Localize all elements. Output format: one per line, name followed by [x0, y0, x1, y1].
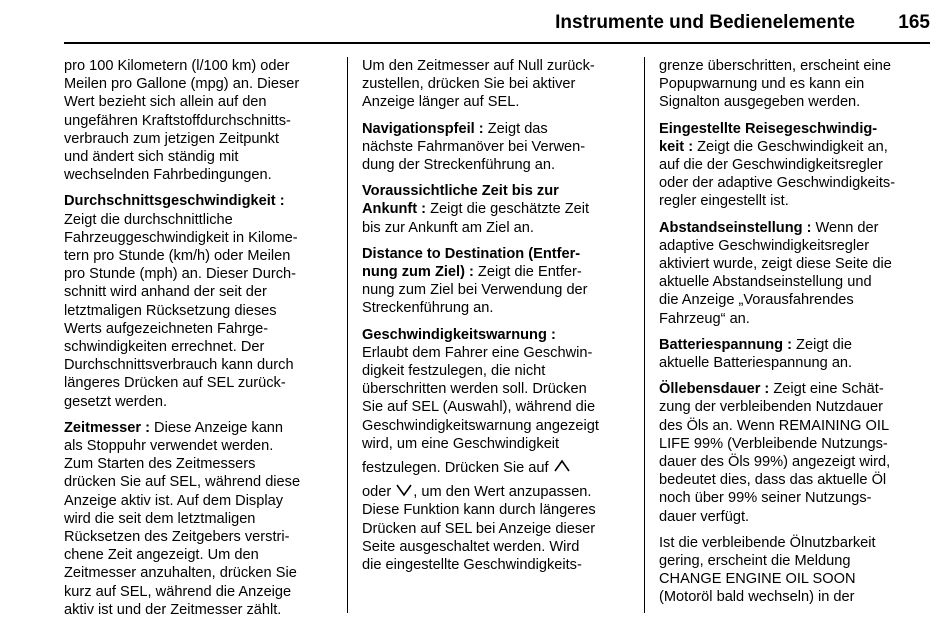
- paragraph: [659, 57, 931, 112]
- text-line: Erlaubt dem Fahrer eine Geschwin-: [362, 344, 593, 361]
- column-divider: [644, 57, 645, 613]
- text-line: auf die der Geschwindigkeitsregler: [659, 157, 883, 174]
- text-line: Seite ausgeschaltet werden. Wird: [362, 538, 580, 555]
- text-line: schnitt wird anhand der seit der: [64, 284, 267, 301]
- text-line: Fahrzeug“ an.: [659, 310, 750, 327]
- term-heading: Durchschnittsgeschwindigkeit :: [64, 193, 285, 210]
- text-line: Zum Starten des Zeitmessers: [64, 456, 256, 473]
- paragraph: Geschwindigkeitswarnung : Erlaubt dem Fahrer eine Geschwin- digkeit festzulegen, die nicht überschritten werden soll. Drücken Sie auf SEL (Auswahl), während die Geschwindigkeitswarnung angezeigt wird, um eine Geschwindigkeit festzulegen. Drücken Sie auf oder , um den Wert anzupassen. Diese Funktion kann durch längeres Drücken auf SEL bei Anzeige dieser Seite ausgeschaltet werden. Wird die eingestellte Geschwindigkeits-: [362, 326, 634, 575]
- page-header: [0, 10, 930, 40]
- paragraph: [64, 57, 336, 184]
- text-line: zustellen, drücken Sie bei aktiver: [362, 76, 576, 93]
- term-heading: Abstandseinstellung :: [659, 219, 812, 236]
- text-column-1: [64, 57, 336, 627]
- text-line: chene Zeit angezeigt. Um den: [64, 547, 259, 564]
- text-line: CHANGE ENGINE OIL SOON: [659, 571, 856, 588]
- paragraph: [659, 534, 931, 607]
- text-line: Diese Funktion kann durch längeres: [362, 502, 596, 519]
- text-line: Wert bezieht sich allein auf den: [64, 94, 267, 111]
- text-line: grenze überschritten, erscheint eine: [659, 58, 892, 74]
- term-heading: Voraussichtliche Zeit bis zur: [362, 183, 559, 200]
- text-line: Zeitmesser anzuhalten, drücken Sie: [64, 565, 297, 582]
- text-column-2: [362, 57, 634, 582]
- text-line: kurz auf SEL, während die Anzeige: [64, 583, 292, 600]
- text-line: aktuelle Abstandseinstellung und: [659, 274, 872, 291]
- text-line: Geschwindigkeitswarnung angezeigt: [362, 417, 599, 434]
- term-heading: Öllebensdauer :: [659, 381, 770, 398]
- text-line: nächste Fahrmanöver bei Verwen-: [362, 138, 586, 155]
- text-line: Anzeige länger auf SEL.: [362, 94, 520, 111]
- text-line: letztmaligen Rücksetzung dieses: [64, 302, 277, 319]
- text-line: überschritten werden soll. Drücken: [362, 381, 587, 398]
- paragraph: Eingestellte Reisegeschwindig- keit : Zeigt die Geschwindigkeit an, auf die der Geschwindigkeitsregler oder der adaptive Geschwindigkeits- regler eingestellt ist.: [659, 120, 931, 211]
- term-heading: Navigationspfeil :: [362, 120, 484, 137]
- text-line: die eingestellte Geschwindigkeits-: [362, 557, 582, 574]
- term-heading: Distance to Destination (Entfer-: [362, 245, 581, 262]
- page-number: 165: [898, 12, 930, 33]
- text-column-3: [659, 57, 931, 615]
- column-divider: [347, 57, 348, 613]
- text-line: und ändert sich ständig mit: [64, 149, 239, 166]
- page-title: Instrumente und Bedienelemente: [555, 12, 855, 33]
- text-line: aktiviert wurde, zeigt diese Seite die: [659, 256, 892, 273]
- header-rule: [64, 42, 930, 44]
- term-heading: Ankunft :: [362, 201, 427, 218]
- text-line: dung der Streckenführung an.: [362, 157, 556, 174]
- term-heading: Eingestellte Reisegeschwindig-: [659, 120, 878, 137]
- text-line: nung zum Ziel bei Verwendung der: [362, 282, 588, 299]
- text-line: des Öls an. Wenn REMAINING OIL: [659, 417, 890, 434]
- paragraph: Navigationspfeil : Zeigt das nächste Fahrmanöver bei Verwen- dung der Streckenführung an.: [362, 120, 634, 175]
- paragraph: Distance to Destination (Entfer- nung zum Ziel) : Zeigt die Entfer- nung zum Ziel bei Verwendung der Streckenführung an.: [362, 245, 634, 318]
- text-line: Drücken auf SEL bei Anzeige dieser: [362, 520, 596, 537]
- term-heading: keit :: [659, 138, 694, 155]
- text-line: Meilen pro Gallone (mpg) an. Dieser: [64, 76, 300, 93]
- paragraph: Abstandseinstellung : Wenn der adaptive Geschwindigkeitsregler aktiviert wurde, zeigt diese Seite die aktuelle Abstandseinstellung und die Anzeige „Vorausfahrendes Fahrzeug“ an.: [659, 219, 931, 328]
- chevron-down-icon: [395, 483, 413, 497]
- text-line: Rücksetzen des Zeitgebers verstri-: [64, 529, 290, 546]
- text-line: Anzeige aktiv ist. Auf dem Display: [64, 492, 284, 509]
- text-line: Popupwarnung und es kann ein: [659, 76, 865, 93]
- paragraph: Batteriespannung : Zeigt die aktuelle Batteriespannung an.: [659, 336, 931, 372]
- text-line: wird, um eine Geschwindigkeit: [362, 435, 560, 452]
- text-line: drücken Sie auf SEL, während diese: [64, 474, 301, 491]
- text-line: wechselnden Fahrbedingungen.: [64, 167, 272, 184]
- text-line: die Anzeige „Vorausfahrendes: [659, 292, 854, 309]
- text-line: noch über 99% seiner Nutzungs-: [659, 490, 872, 507]
- text-line: LIFE 99% (Verbleibende Nutzungs-: [659, 435, 888, 452]
- text-line: Zeigt die durchschnittliche: [64, 211, 233, 228]
- term-heading: nung zum Ziel) :: [362, 264, 474, 281]
- text-line: als Stoppuhr verwendet werden.: [64, 438, 274, 455]
- text-line: bedeutet dies, dass das aktuelle Öl: [659, 472, 887, 489]
- term-heading: Zeitmesser :: [64, 419, 150, 436]
- paragraph: [64, 192, 336, 410]
- text-line: wird die seit dem letztmaligen: [64, 510, 256, 527]
- chevron-up-icon: [553, 459, 571, 473]
- paragraph: Voraussichtliche Zeit bis zur Ankunft : Zeigt die geschätzte Zeit bis zur Ankunft am Ziel an.: [362, 182, 634, 237]
- paragraph: Öllebensdauer : Zeigt eine Schät- zung der verbleibenden Nutzdauer des Öls an. Wenn REMAINING OIL LIFE 99% (Verbleibende Nutzungs- dauer des Öls 99%) angezeigt wird, bedeutet dies, dass das aktuelle Öl noch über 99% seiner Nutzungs- dauer verfügt.: [659, 380, 931, 526]
- text-line: Sie auf SEL (Auswahl), während die: [362, 399, 596, 416]
- text-line: Ist die verbleibende Ölnutzbarkeit: [659, 534, 876, 551]
- text-line: Werts aufgezeichneten Fahrge-: [64, 320, 269, 337]
- text-line: Signalton ausgegeben werden.: [659, 94, 861, 111]
- text-line: regler eingestellt ist.: [659, 193, 789, 210]
- text-line: bis zur Ankunft am Ziel an.: [362, 219, 534, 236]
- text-line: gering, erscheint die Meldung: [659, 553, 851, 570]
- text-line: Streckenführung an.: [362, 300, 494, 317]
- text-line: digkeit festzulegen, die nicht: [362, 363, 546, 380]
- text-line: schwindigkeiten errechnet. Der: [64, 339, 265, 356]
- text-line: zung der verbleibenden Nutzdauer: [659, 399, 883, 416]
- paragraph: [362, 57, 634, 112]
- text-line: Durchschnittsverbrauch kann durch: [64, 357, 294, 374]
- text-line: Fahrzeuggeschwindigkeit in Kilome-: [64, 229, 298, 246]
- text-line: aktiv ist und der Zeitmesser zählt.: [64, 601, 282, 618]
- text-line: adaptive Geschwindigkeitsregler: [659, 237, 870, 254]
- text-line: verbrauch zum jetzigen Zeitpunkt: [64, 130, 279, 147]
- text-line: pro 100 Kilometern (l/100 km) oder: [64, 58, 290, 74]
- text-line: tern pro Stunde (km/h) oder Meilen: [64, 248, 291, 265]
- text-line: aktuelle Batteriespannung an.: [659, 355, 853, 372]
- term-heading: Geschwindigkeitswarnung :: [362, 326, 556, 343]
- text-line: längeres Drücken auf SEL zurück-: [64, 375, 286, 392]
- text-line: oder der adaptive Geschwindigkeits-: [659, 175, 896, 192]
- text-line: ungefähren Kraftstoffdurchschnitts-: [64, 112, 291, 129]
- text-line: gesetzt werden.: [64, 393, 168, 410]
- paragraph: Zeitmesser : Diese Anzeige kann als Stoppuhr verwendet werden. Zum Starten des Zeitmessers drücken Sie auf SEL, während diese Anzeige aktiv ist. Auf dem Display wird die seit dem letztmaligen Rücksetzen des Zeitgebers verstri- chene Zeit angezeigt. Um den Zeitmesser anzuhalten, drücken Sie kurz auf SEL, während die Anzeige aktiv ist und der Zeitmesser zählt.: [64, 419, 336, 619]
- text-line: (Motoröl bald wechseln) in der: [659, 589, 855, 606]
- text-line: dauer des Öls 99%) angezeigt wird,: [659, 454, 891, 471]
- text-line: dauer verfügt.: [659, 508, 750, 525]
- text-line: Um den Zeitmesser auf Null zurück-: [362, 58, 595, 74]
- text-line: pro Stunde (mph) an. Dieser Durch-: [64, 266, 296, 283]
- term-heading: Batteriespannung :: [659, 336, 792, 353]
